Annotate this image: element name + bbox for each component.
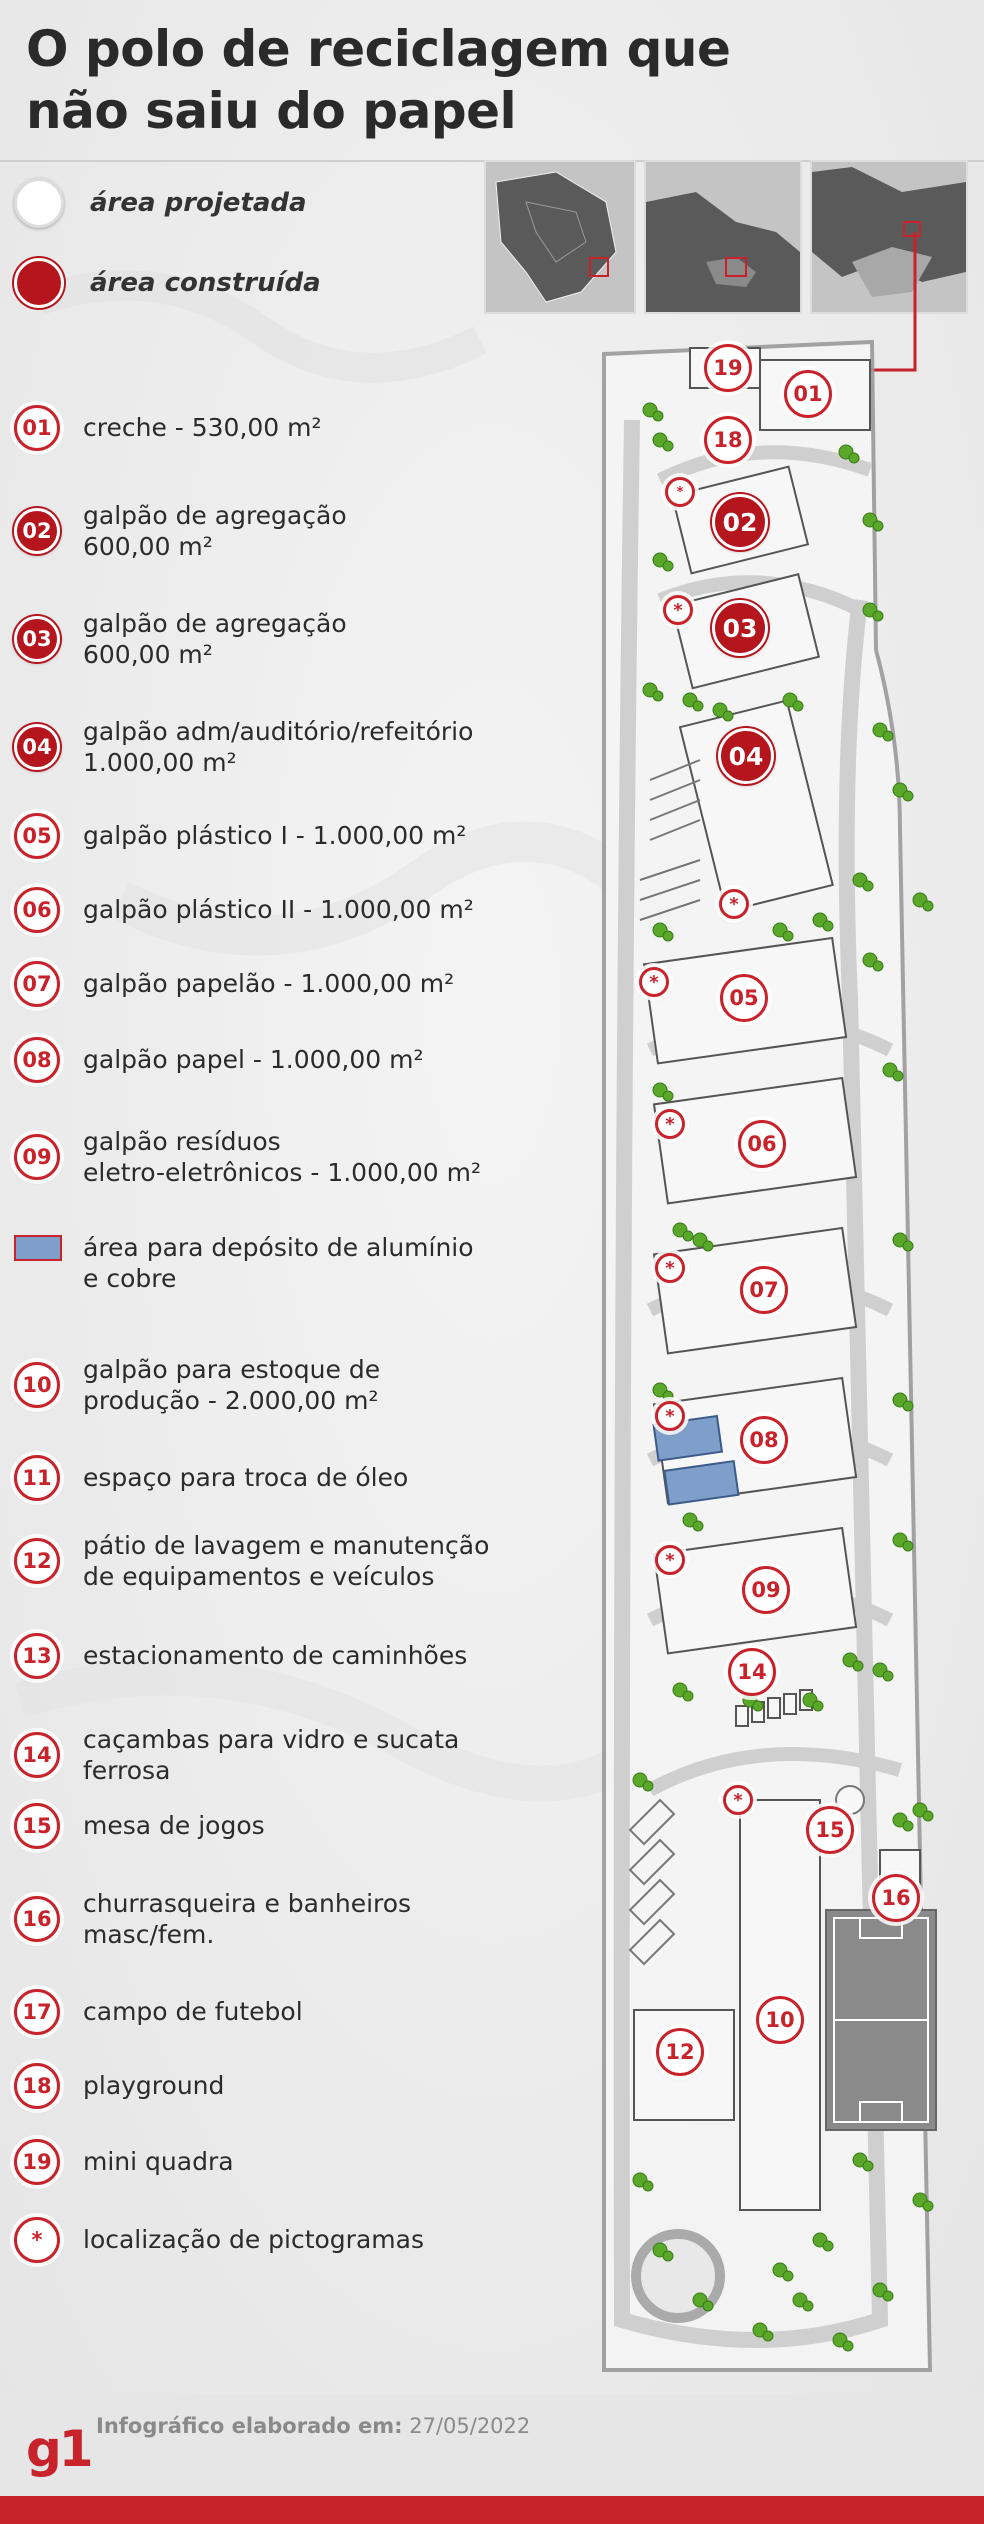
tree-icon (683, 1691, 693, 1701)
map-marker-05: 05 (720, 974, 768, 1022)
tree-icon (863, 2161, 873, 2171)
title-line-1: O polo de reciclagem que (26, 20, 731, 78)
legend-text-06: galpão plástico II - 1.000,00 m² (83, 895, 474, 924)
credit-line (96, 2414, 530, 2438)
tree-icon (883, 1671, 893, 1681)
legend-text-09: galpão resíduos eletro-eletrônicos - 1.000,00 m² (83, 1127, 481, 1187)
tree-icon (693, 701, 703, 711)
title-line-2: não saiu do papel (26, 82, 517, 140)
credit-label: Infográfico elaborado em: (96, 2414, 403, 2438)
legend-text-12: pátio de lavagem e manutenção de equipamentos e veículos (83, 1531, 490, 1591)
legend-badge-11: 11 (14, 1455, 60, 1501)
tree-icon (653, 411, 663, 421)
tree-icon (813, 1701, 823, 1711)
legend-badge-04: 04 (14, 724, 60, 770)
tree-icon (693, 1521, 703, 1531)
credit-date: 27/05/2022 (409, 2414, 531, 2438)
map-marker-04: 04 (718, 728, 774, 784)
tree-icon (849, 453, 859, 463)
g1-logo: g1 (26, 2420, 91, 2478)
tree-icon (903, 1821, 913, 1831)
tree-icon (783, 931, 793, 941)
legend-badge-06: 06 (14, 887, 60, 933)
footer-accent-bar (0, 2496, 984, 2524)
tree-icon (783, 2271, 793, 2281)
tree-icon (823, 921, 833, 931)
legend-badge-10: 10 (14, 1362, 60, 1408)
legend-badge-12: 12 (14, 1538, 60, 1584)
legend-text-15: mesa de jogos (83, 1811, 265, 1840)
tree-icon (863, 881, 873, 891)
built-area-label: área construída (90, 268, 321, 298)
legend-badge-19: 19 (14, 2139, 60, 2185)
map-marker-01: 01 (784, 370, 832, 418)
map-marker-pictogram: * (665, 477, 695, 507)
map-marker-pictogram: * (663, 595, 693, 625)
legend-badge-01: 01 (14, 405, 60, 451)
football-field-icon (826, 1910, 936, 2130)
legend-badge-08: 08 (14, 1037, 60, 1083)
tree-icon (873, 521, 883, 531)
tree-icon (883, 2291, 893, 2301)
tree-icon (663, 441, 673, 451)
tree-icon (873, 611, 883, 621)
tree-icon (663, 2251, 673, 2261)
map-marker-pictogram: * (655, 1545, 685, 1575)
map-marker-14: 14 (728, 1648, 776, 1696)
map-marker-pictogram: * (723, 1785, 753, 1815)
tree-icon (793, 701, 803, 711)
tree-icon (683, 1231, 693, 1241)
legend-text-01: creche - 530,00 m² (83, 413, 322, 442)
tree-icon (843, 2341, 853, 2351)
tree-icon (663, 561, 673, 571)
map-marker-pictogram: * (655, 1109, 685, 1139)
tree-icon (663, 931, 673, 941)
legend-text-08: galpão papel - 1.000,00 m² (83, 1045, 424, 1074)
legend-text-02: galpão de agregação 600,00 m² (83, 501, 347, 561)
legend-text-11: espaço para troca de óleo (83, 1463, 409, 1492)
legend-text-19: mini quadra (83, 2147, 234, 2176)
tree-icon (703, 1241, 713, 1251)
tree-icon (803, 2301, 813, 2311)
map-marker-18: 18 (704, 416, 752, 464)
tree-icon (903, 1541, 913, 1551)
tree-icon (643, 1781, 653, 1791)
map-marker-19: 19 (704, 344, 752, 392)
legend-text-05: galpão plástico I - 1.000,00 m² (83, 821, 467, 850)
map-marker-10: 10 (756, 1996, 804, 2044)
legend-text-04: galpão adm/auditório/refeitório 1.000,00 m² (83, 717, 474, 777)
legend-text-14: caçambas para vidro e sucata ferrosa (83, 1725, 460, 1785)
map-marker-09: 09 (742, 1566, 790, 1614)
tree-icon (703, 2301, 713, 2311)
map-marker-pictogram: * (655, 1401, 685, 1431)
map-marker-16: 16 (872, 1874, 920, 1922)
tree-icon (903, 1241, 913, 1251)
legend-badge-05: 05 (14, 813, 60, 859)
map-marker-12: 12 (656, 2028, 704, 2076)
tree-icon (823, 2241, 833, 2251)
legend-text-07: galpão papelão - 1.000,00 m² (83, 969, 455, 998)
tree-icon (903, 1401, 913, 1411)
legend-text-10: galpão para estoque de produção - 2.000,00 m² (83, 1355, 381, 1415)
legend-badge-18: 18 (14, 2063, 60, 2109)
tree-icon (903, 791, 913, 801)
legend-text-17: campo de futebol (83, 1997, 303, 2026)
tree-icon (643, 2181, 653, 2191)
legend-text-pictogram: localização de pictogramas (83, 2225, 424, 2254)
tree-icon (663, 1391, 673, 1401)
legend-badge-14: 14 (14, 1732, 60, 1778)
map-marker-15: 15 (806, 1806, 854, 1854)
legend-text-18: playground (83, 2071, 225, 2100)
legend-badge-09: 09 (14, 1134, 60, 1180)
legend-badge-02: 02 (14, 508, 60, 554)
tree-icon (763, 2331, 773, 2341)
legend-badge-pictogram: * (14, 2217, 60, 2263)
tree-icon (923, 2201, 933, 2211)
legend-text-13: estacionamento de caminhões (83, 1641, 468, 1670)
tree-icon (873, 961, 883, 971)
tree-icon (883, 731, 893, 741)
tree-icon (923, 901, 933, 911)
tree-icon (923, 1811, 933, 1821)
legend-badge-13: 13 (14, 1633, 60, 1679)
legend-badge-15: 15 (14, 1803, 60, 1849)
legend-text-aluminum-copper: área para depósito de alumínio e cobre (83, 1233, 474, 1293)
legend-badge-03: 03 (14, 616, 60, 662)
map-marker-06: 06 (738, 1120, 786, 1168)
map-marker-08: 08 (740, 1416, 788, 1464)
map-marker-pictogram: * (639, 967, 669, 997)
tree-icon (663, 1091, 673, 1101)
tree-icon (753, 1701, 763, 1711)
map-marker-02: 02 (712, 494, 768, 550)
map-marker-07: 07 (740, 1266, 788, 1314)
tree-icon (723, 711, 733, 721)
legend-badge-07: 07 (14, 961, 60, 1007)
legend-text-03: galpão de agregação 600,00 m² (83, 609, 347, 669)
legend-badge-17: 17 (14, 1989, 60, 2035)
tree-icon (653, 691, 663, 701)
tree-icon (853, 1661, 863, 1671)
map-marker-03: 03 (712, 600, 768, 656)
map-marker-pictogram: * (655, 1253, 685, 1283)
legend-badge-16: 16 (14, 1896, 60, 1942)
map-marker-pictogram: * (719, 889, 749, 919)
tree-icon (893, 1071, 903, 1081)
projected-area-label: área projetada (90, 188, 307, 218)
legend-text-16: churrasqueira e banheiros masc/fem. (83, 1889, 412, 1949)
